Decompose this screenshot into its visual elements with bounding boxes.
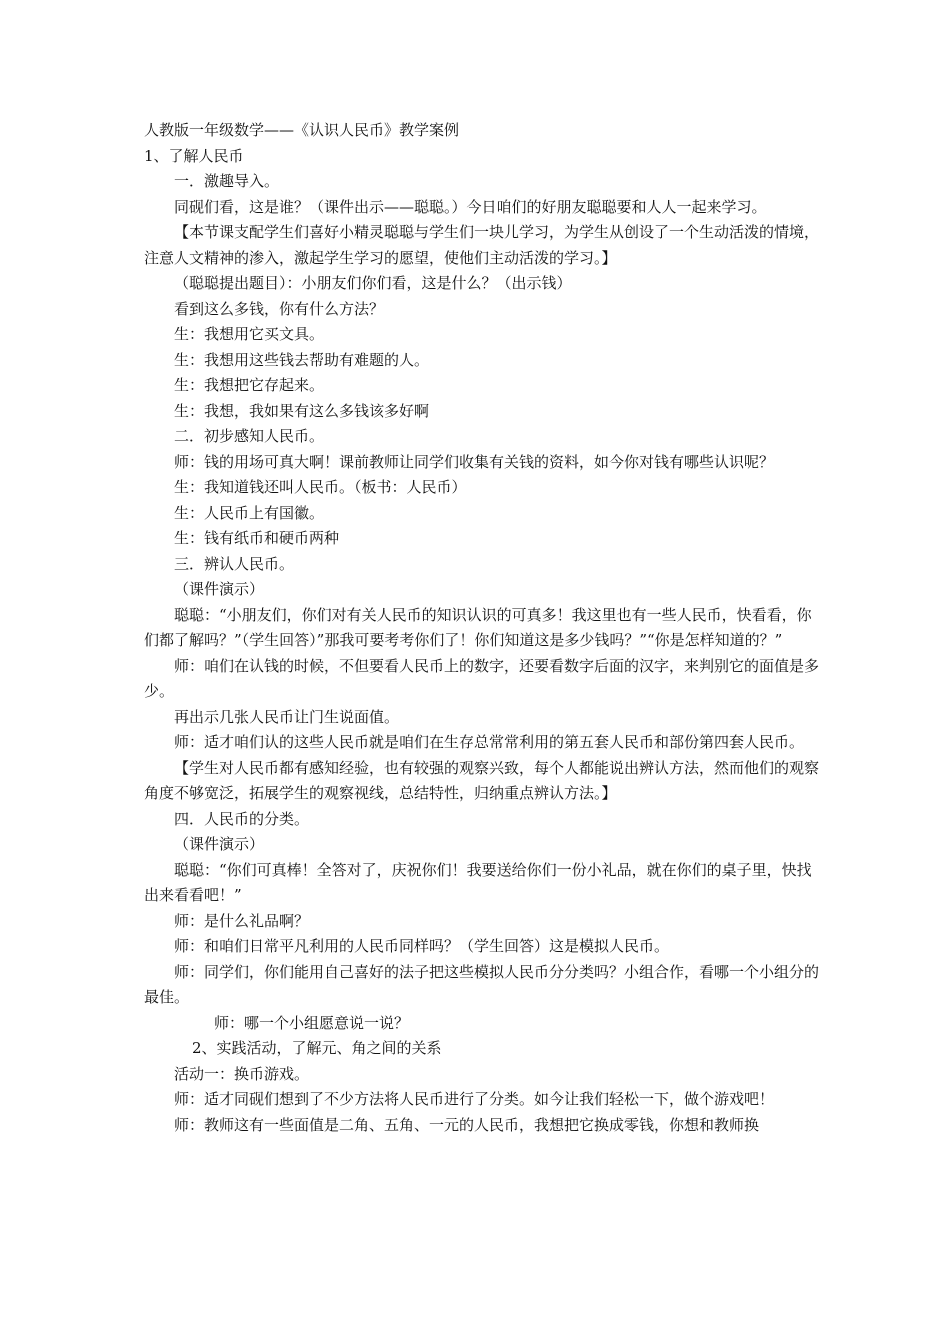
- paragraph: 师：钱的用场可真大啊！课前教师让同学们收集有关钱的资料，如今你对钱有哪些认识呢？: [174, 452, 775, 471]
- paragraph: 生：我想用这些钱去帮助有难题的人。: [174, 350, 430, 369]
- paragraph: 同砚们看，这是谁？（课件出示——聪聪。）今日咱们的好朋友聪聪要和人人一起来学习。: [174, 197, 767, 216]
- paragraph: 师：适才同砚们想到了不少方法将人民币进行了分类。如今让我们轻松一下，做个游戏吧！: [174, 1090, 775, 1108]
- paragraph: 师：教师这有一些面值是二角、五角、一元的人民币，我想把它换成零钱，你想和教师换: [174, 1115, 760, 1134]
- paragraph: 聪聪：“小朋友们，你们对有关人民币的知识认识的可真多！我这里也有一些人民币，快看看，你们都了解吗？”（学生回答）”那我可要考考你们了！你们知道这是多少钱吗？”“你是怎样知道的？”: [144, 605, 812, 649]
- document-title: 人教版一年级数学——《认识人民币》教学案例: [144, 121, 460, 139]
- paragraph: 生：我想把它存起来。: [174, 376, 325, 394]
- paragraph: 师：和咱们日常平凡利用的人民币同样吗？（学生回答）这是模拟人民币。: [174, 937, 670, 955]
- paragraph: （课件演示）: [174, 835, 265, 853]
- paragraph: 四．人民币的分类。: [174, 809, 310, 828]
- paragraph: 1、了解人民币: [144, 146, 244, 165]
- paragraph: 生：我知道钱还叫人民币。（板书：人民币）: [174, 478, 467, 496]
- paragraph: （课件演示）: [174, 580, 265, 598]
- paragraph: 师：是什么礼品啊？: [174, 911, 310, 930]
- paragraph: 聪聪：“你们可真棒！全答对了，庆祝你们！我要送给你们一份小礼品，就在你们的桌子里，快找出来看看吧！”: [144, 860, 812, 904]
- paragraph: 一．激趣导入。: [174, 172, 280, 190]
- paragraph: 看到这么多钱，你有什么方法？: [174, 299, 385, 318]
- paragraph: 活动一：换币游戏。: [174, 1064, 310, 1083]
- document-body: [144, 144, 820, 1139]
- paragraph: 生：我想，我如果有这么多钱该多好啊: [174, 401, 430, 420]
- paragraph: 2、实践活动，了解元、角之间的关系: [192, 1039, 442, 1057]
- paragraph: 师：哪一个小组愿意说一说？: [214, 1013, 410, 1032]
- paragraph: 二．初步感知人民币。: [174, 427, 325, 445]
- paragraph: 【本节课支配学生们喜好小精灵聪聪与学生们一块儿学习，为学生从创设了一个生动活泼的情境，注意人文精神的渗入，激起学生学习的愿望，使他们主动活泼的学习。】: [144, 223, 820, 267]
- paragraph: （聪聪提出题目）：小朋友们你们看，这是什么？（出示钱）: [174, 274, 572, 292]
- paragraph: 【学生对人民币都有感知经验，也有较强的观察兴致，每个人都能说出辨认方法，然而他们的观察角度不够宽泛，拓展学生的观察视线，总结特性，归纳重点辨认方法。】: [144, 758, 820, 802]
- paragraph: 生：我想用它买文具。: [174, 325, 325, 343]
- paragraph: 生：人民币上有国徽。: [174, 503, 325, 522]
- paragraph: 师：同学们，你们能用自己喜好的法子把这些模拟人民币分分类吗？小组合作，看哪一个小组分的最佳。: [144, 962, 820, 1006]
- paragraph: 三．辨认人民币。: [174, 554, 295, 573]
- paragraph: 生：钱有纸币和硬币两种: [174, 529, 340, 547]
- paragraph: 师：咱们在认钱的时候，不但要看人民币上的数字，还要看数字后面的汉字，来判别它的面值是多少。: [144, 656, 820, 700]
- document-page: [144, 118, 820, 1138]
- paragraph: 师：适才咱们认的这些人民币就是咱们在生存总常常利用的第五套人民币和部份第四套人民币。: [174, 733, 805, 751]
- paragraph: 再出示几张人民币让门生说面值。: [174, 707, 400, 726]
